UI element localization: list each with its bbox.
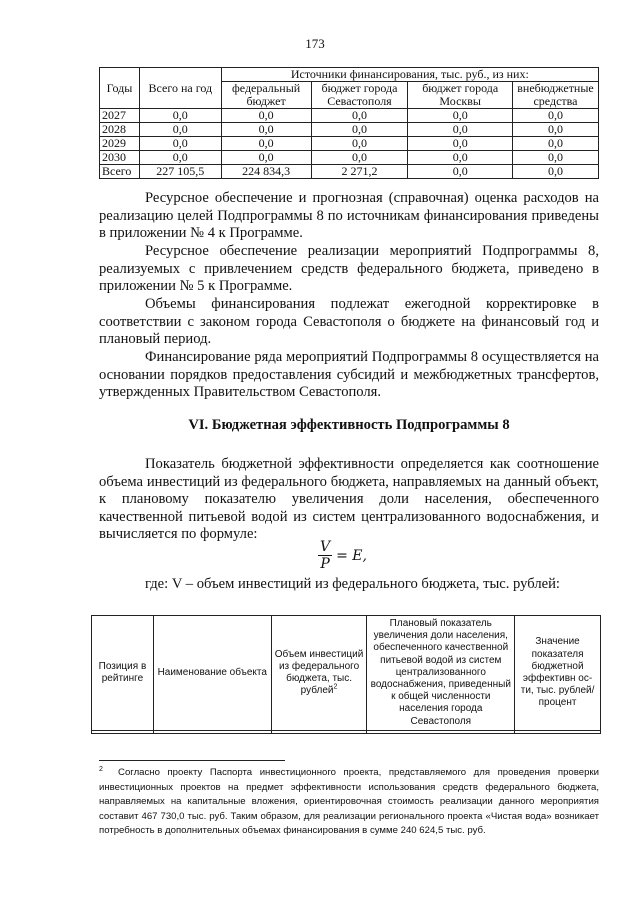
formula-rhs: = E,	[336, 547, 367, 564]
cell-moscow: 0,0	[408, 137, 513, 151]
header-position: Позиция в рейтинге	[92, 616, 154, 731]
cell-moscow: 0,0	[408, 109, 513, 123]
paragraph-subsidies: Финансирование ряда мероприятий Подпрограммы 8 осуществляется на основании порядков предоставления субсидий и межбюджетных трансфертов, утвержденных Правительством Севастополя.	[99, 349, 599, 401]
cell-sevastopol: 0,0	[311, 137, 408, 151]
efficiency-formula	[318, 539, 367, 572]
cell-offbudget: 0,0	[513, 165, 599, 179]
cell-moscow: 0,0	[408, 165, 513, 179]
cell-federal: 0,0	[221, 123, 311, 137]
cell-sevastopol: 0,0	[311, 123, 408, 137]
cell-year: 2028	[100, 123, 140, 137]
cell-federal: 0,0	[221, 137, 311, 151]
footnote	[99, 766, 599, 839]
financing-table	[99, 67, 599, 179]
empty-cell	[153, 730, 271, 733]
cell-federal: 0,0	[221, 109, 311, 123]
cell-sevastopol: 0,0	[311, 151, 408, 165]
header-total: Всего на год	[139, 68, 221, 109]
empty-cell	[515, 730, 601, 733]
empty-cell	[92, 730, 154, 733]
table-row	[100, 123, 599, 137]
header-moscow: бюджет города Москвы	[408, 82, 513, 109]
section-heading: VI. Бюджетная эффективность Подпрограммы 8	[188, 417, 510, 433]
header-sevastopol: бюджет города Севастополя	[311, 82, 408, 109]
footnote-marker: 2	[99, 765, 103, 773]
formula-fraction	[318, 539, 332, 572]
paragraph-resources-estimate: Ресурсное обеспечение и прогнозная (справочная) оценка расходов на реализацию целей Подпрограммы 8 по источникам финансирования приведены в приложении № 4 к Программе.	[99, 190, 599, 242]
table-row-empty	[92, 730, 601, 733]
header-sources-group: Источники финансирования, тыс. руб., из них:	[221, 68, 598, 82]
header-investment	[271, 616, 367, 731]
cell-offbudget: 0,0	[513, 109, 599, 123]
table-row	[100, 109, 599, 123]
cell-total: 0,0	[139, 137, 221, 151]
empty-cell	[367, 730, 515, 733]
formula-denominator: P	[320, 556, 330, 572]
cell-offbudget: 0,0	[513, 137, 599, 151]
header-efficiency-value: Значение показателя бюджетной эффективн ос-ти, тыс. рублей/ процент	[515, 616, 601, 731]
cell-offbudget: 0,0	[513, 151, 599, 165]
cell-sevastopol: 2 271,2	[311, 165, 408, 179]
page-number: 173	[305, 36, 325, 51]
cell-total: 0,0	[139, 151, 221, 165]
footnote-text: Согласно проекту Паспорта инвестиционного проекта, представляемого для проведения проверки инвестиционных проектов на предмет эффективности использования средств федерального бюджета, направляемых на капитальные вложения, ориентировочная стоимость реализации данного мероприятия составит 467 730,0 тыс. руб. Таким образом, для реализации регионального проекта «Чистая вода» возникает потребность в дополнительных объемах финансирования в сумме 240 624,5 тыс. руб.	[99, 767, 599, 837]
cell-federal: 224 834,3	[221, 165, 311, 179]
paragraph-federal-resources: Ресурсное обеспечение реализации мероприятий Подпрограммы 8, реализуемых с привлечением средств федерального бюджета, приведено в приложении № 5 к Программе.	[99, 243, 599, 295]
paragraph-where: где: V – объем инвестиций из федерального бюджета, тыс. рублей:	[145, 576, 560, 592]
cell-total: 0,0	[139, 109, 221, 123]
cell-federal: 0,0	[221, 151, 311, 165]
cell-total: 0,0	[139, 123, 221, 137]
paragraph-annual-adjustment: Объемы финансирования подлежат ежегодной корректировке в соответствии с законом города Севастополя о бюджете на финансовый год и плановый период.	[99, 296, 599, 348]
cell-year: 2029	[100, 137, 140, 151]
header-investment-text: Объем инвестиций из федерального бюджета, тыс. рублей	[274, 648, 364, 697]
header-planned-indicator: Плановый показатель увеличения доли населения, обеспеченного качественной питьевой водой из систем централизованного водоснабжения, приведенный к общей численности населения города Севастополя	[367, 616, 515, 731]
table-row	[100, 151, 599, 165]
header-name: Наименование объекта	[153, 616, 271, 731]
formula-numerator: V	[320, 539, 331, 555]
header-federal: федеральный бюджет	[221, 82, 311, 109]
cell-offbudget: 0,0	[513, 123, 599, 137]
cell-year: 2030	[100, 151, 140, 165]
footnote-separator	[99, 760, 285, 761]
rating-table	[91, 615, 601, 734]
empty-cell	[271, 730, 367, 733]
cell-moscow: 0,0	[408, 123, 513, 137]
footnote-ref: 2	[333, 683, 338, 691]
header-offbudget: внебюджетные средства	[513, 82, 599, 109]
table-row-total	[100, 165, 599, 179]
cell-total: 227 105,5	[139, 165, 221, 179]
header-years: Годы	[100, 68, 140, 109]
table-row	[100, 137, 599, 151]
cell-sevastopol: 0,0	[311, 109, 408, 123]
cell-moscow: 0,0	[408, 151, 513, 165]
cell-year: Всего	[100, 165, 140, 179]
paragraph-efficiency: Показатель бюджетной эффективности определяется как соотношение объема инвестиций из федерального бюджета, направляемых на данный объект, к плановому показателю увеличения доли населения, обеспеченного качественной питьевой водой из систем централизованного водоснабжения, и вычисляется по формуле:	[99, 456, 599, 543]
cell-year: 2027	[100, 109, 140, 123]
